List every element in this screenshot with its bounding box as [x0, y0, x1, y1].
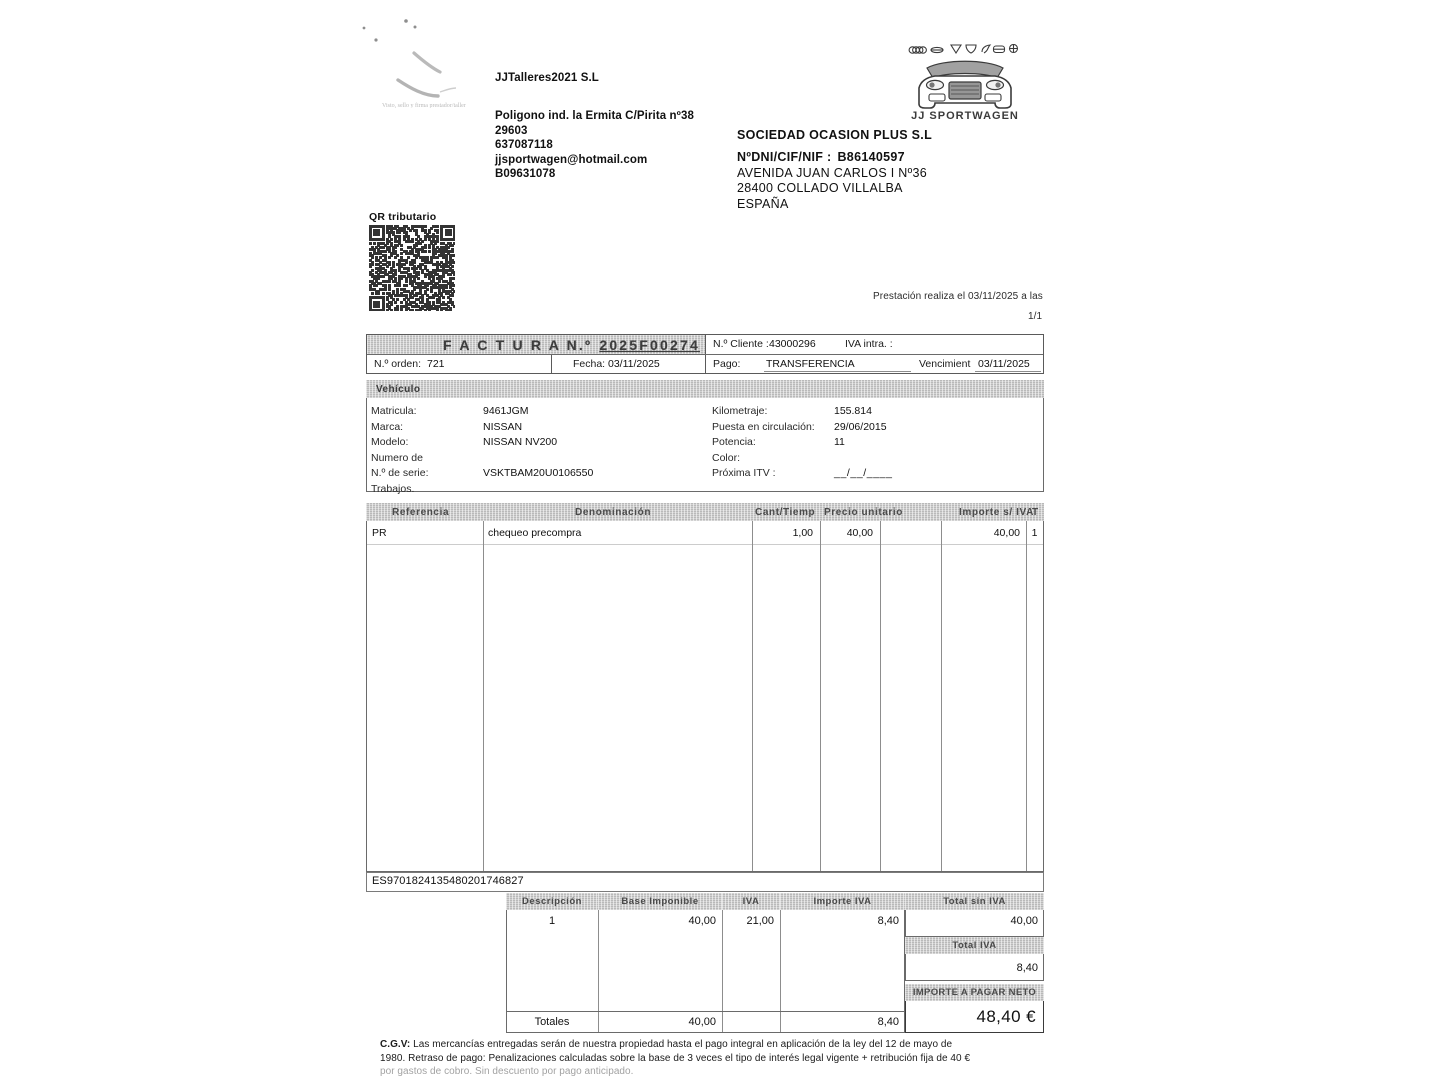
vehicle-field-row — [371, 467, 701, 483]
svg-text:Visto, sello y firma prestador: Visto, sello y firma prestador/taller — [382, 103, 466, 108]
item-precio-unitario: 40,00 — [846, 527, 873, 539]
customer-taxid-value: B86140597 — [837, 150, 905, 164]
sender-phone: 637087118 — [495, 139, 553, 151]
vehicle-left-label-2: Modelo: — [371, 436, 409, 448]
vehicle-left-value-2: NISSAN NV200 — [483, 436, 558, 448]
due-label: Vencimient — [919, 358, 971, 370]
header-divider-order-date — [551, 354, 552, 373]
totals-rule-3 — [780, 910, 781, 1032]
date-label: Fecha: — [573, 358, 606, 370]
vehicle-right-value-2: 11 — [834, 436, 845, 448]
totals-row-iva: 21,00 — [746, 915, 774, 927]
vehicle-left-value-0: 9461JGM — [483, 405, 529, 417]
page-number: 1/1 — [1028, 311, 1043, 322]
customer-address-block — [737, 150, 927, 212]
sender-cif: B09631078 — [495, 168, 556, 180]
legal-line-2: 1980. Retraso de pago: Penalizaciones calculadas sobre la base de 3 veces el tipo de interés legal vigente + retribución fija de 40 € — [380, 1052, 971, 1064]
date-value: 03/11/2025 — [608, 358, 660, 370]
vehicle-field-row — [371, 483, 701, 499]
customer-address: AVENIDA JUAN CARLOS I Nº36 — [737, 165, 927, 180]
summary-total-iva-label: Total IVA — [905, 937, 1044, 954]
items-col-cantidad: Cant/Tiemp — [755, 507, 816, 518]
vehicle-left-value-1: NISSAN — [483, 420, 523, 433]
items-col-denominacion: Denominación — [575, 507, 652, 518]
vehicle-right-label-1: Puesta en circulación: — [712, 420, 815, 433]
totals-head-total-sin-iva: Total sin IVA — [905, 893, 1044, 910]
vehicle-right-label-2: Potencia: — [712, 436, 756, 448]
factura-title-band — [367, 335, 705, 354]
vehicle-right-label-4: Próxima ITV : — [712, 467, 776, 479]
vehicle-field-row — [712, 436, 1042, 452]
totals-footer-label: Totales — [534, 1016, 570, 1028]
totals-footer-base: 40,00 — [688, 1016, 716, 1028]
items-col-importe: Importe s/ IVA — [959, 507, 1034, 518]
totals-rule-1 — [598, 910, 599, 1032]
totals-body-box — [506, 910, 905, 1033]
item-referencia: PR — [372, 527, 387, 539]
vehicle-section-band — [366, 380, 1044, 398]
invoice-number: 2025F00274 — [599, 336, 700, 353]
item-importe-sin-iva: 40,00 — [993, 527, 1020, 539]
items-rule-3 — [820, 521, 821, 871]
summary-total-sin-iva-value: 40,00 — [1010, 915, 1038, 927]
totals-head-iva: IVA — [722, 893, 780, 910]
items-rule-6 — [1026, 521, 1027, 871]
item-tipo: 1 — [1031, 527, 1038, 539]
client-label: N.º Cliente : — [713, 338, 769, 350]
items-rule-4 — [880, 521, 881, 871]
summary-net-value: 48,40 € — [976, 1007, 1036, 1026]
due-value: 03/11/2025 — [978, 358, 1030, 370]
totals-rule-2 — [722, 910, 723, 1032]
totals-head-importe-iva: Importe IVA — [780, 893, 905, 910]
items-col-precio: Precio unitario — [824, 507, 904, 518]
vehicle-left-label-0: Matricula: — [371, 405, 417, 417]
sender-address-block — [495, 109, 694, 182]
sender-postal-code: 29603 — [495, 124, 528, 137]
vehicle-right-value-0: 155.814 — [834, 405, 872, 417]
customer-name: SOCIEDAD OCASION PLUS S.L — [737, 128, 933, 142]
legal-text-1: Las mercancías entregadas serán de nuestra propiedad hasta el pago integral en aplicación de la ley del 12 de mayo de — [410, 1039, 953, 1050]
vat-intra-label: IVA intra. : — [845, 338, 893, 350]
header-row-divider — [367, 354, 1043, 355]
vehicle-left-value-4: VSKTBAM20U0106550 — [483, 467, 594, 479]
sender-address: Poligono ind. la Ermita C/Pirita nº38 — [495, 110, 694, 122]
iban-value: ES9701824135480201746827 — [372, 875, 524, 887]
order-value: 721 — [427, 358, 445, 370]
vehicle-left-label-1: Marca: — [371, 420, 404, 433]
vehicle-field-row — [371, 421, 701, 437]
payment-value: TRANSFERENCIA — [766, 358, 855, 370]
legal-prefix: C.G.V: — [380, 1039, 411, 1050]
vehicle-left-label-5: Trabajos. — [371, 482, 415, 495]
items-header-band — [366, 503, 1044, 521]
totals-row-importe-iva: 8,40 — [877, 915, 899, 927]
vehicle-right-label-3: Color: — [712, 451, 741, 464]
vehicle-right-value-4: __/__/____ — [834, 467, 893, 479]
vehicle-field-row — [371, 436, 701, 452]
legal-footer — [380, 1038, 1042, 1080]
totals-footer-importe-iva: 8,40 — [877, 1016, 899, 1028]
due-underline — [975, 371, 1041, 372]
summary-total-iva-value: 8,40 — [1016, 962, 1038, 974]
item-cantidad: 1,00 — [792, 527, 813, 539]
items-row-separator — [367, 544, 1043, 545]
customer-taxid-label: NºDNI/CIF/NIF : — [737, 150, 832, 164]
qr-code — [369, 225, 455, 311]
order-label: N.º orden: — [374, 358, 422, 370]
vehicle-right-label-0: Kilometraje: — [712, 405, 768, 417]
totals-footer-divider — [507, 1011, 904, 1012]
factura-title-text: F A C T U R A N.º — [443, 336, 593, 353]
vehicle-field-row — [712, 421, 1042, 437]
vehicle-left-column — [371, 405, 701, 498]
vehicle-section-title: Vehículo — [376, 383, 421, 395]
svg-text:JJ SPORTWAGEN: JJ SPORTWAGEN — [911, 110, 1019, 122]
qr-label: QR tributario — [369, 211, 437, 223]
legal-line-3: por gastos de cobro. Sin descuento por pago anticipado. — [380, 1066, 634, 1077]
payment-label: Pago: — [713, 358, 741, 370]
service-date-line: Prestación realiza el 03/11/2025 a las — [873, 291, 1043, 302]
company-logo — [905, 44, 1025, 122]
client-value: 43000296 — [769, 338, 816, 350]
vehicle-left-label-4: N.º de serie: — [371, 467, 429, 479]
vehicle-field-row — [371, 452, 701, 468]
totals-row-descripcion: 1 — [548, 915, 556, 927]
vehicle-left-label-3: Numero de — [371, 451, 423, 464]
scan-artifact-mark — [352, 8, 482, 108]
customer-country: ESPAÑA — [737, 196, 789, 211]
items-col-tipo: T — [1032, 507, 1039, 518]
vehicle-right-value-1: 29/06/2015 — [834, 420, 887, 433]
totals-head-base: Base Imponible — [598, 893, 722, 910]
vehicle-field-row — [371, 405, 701, 421]
items-body-box — [366, 521, 1044, 872]
items-rule-2 — [752, 521, 753, 871]
legal-line-1 — [380, 1038, 1042, 1052]
customer-city: 28400 COLLADO VILLALBA — [737, 181, 903, 195]
totals-row-base: 40,00 — [688, 915, 716, 927]
vehicle-field-row — [712, 467, 1042, 483]
sender-email: jjsportwagen@hotmail.com — [495, 153, 648, 166]
items-rule-1 — [483, 521, 484, 871]
items-rule-5 — [941, 521, 942, 871]
item-denominacion: chequeo precompra — [488, 527, 582, 539]
vehicle-field-row — [712, 405, 1042, 421]
totals-head-descripcion: Descripción — [506, 893, 598, 910]
payment-underline — [764, 371, 911, 372]
summary-net-label: IMPORTE A PAGAR NETO — [905, 984, 1044, 1001]
vehicle-right-column — [712, 405, 1042, 483]
vehicle-field-row — [712, 452, 1042, 468]
items-col-referencia: Referencia — [392, 507, 450, 518]
sender-name: JJTalleres2021 S.L — [495, 72, 599, 84]
